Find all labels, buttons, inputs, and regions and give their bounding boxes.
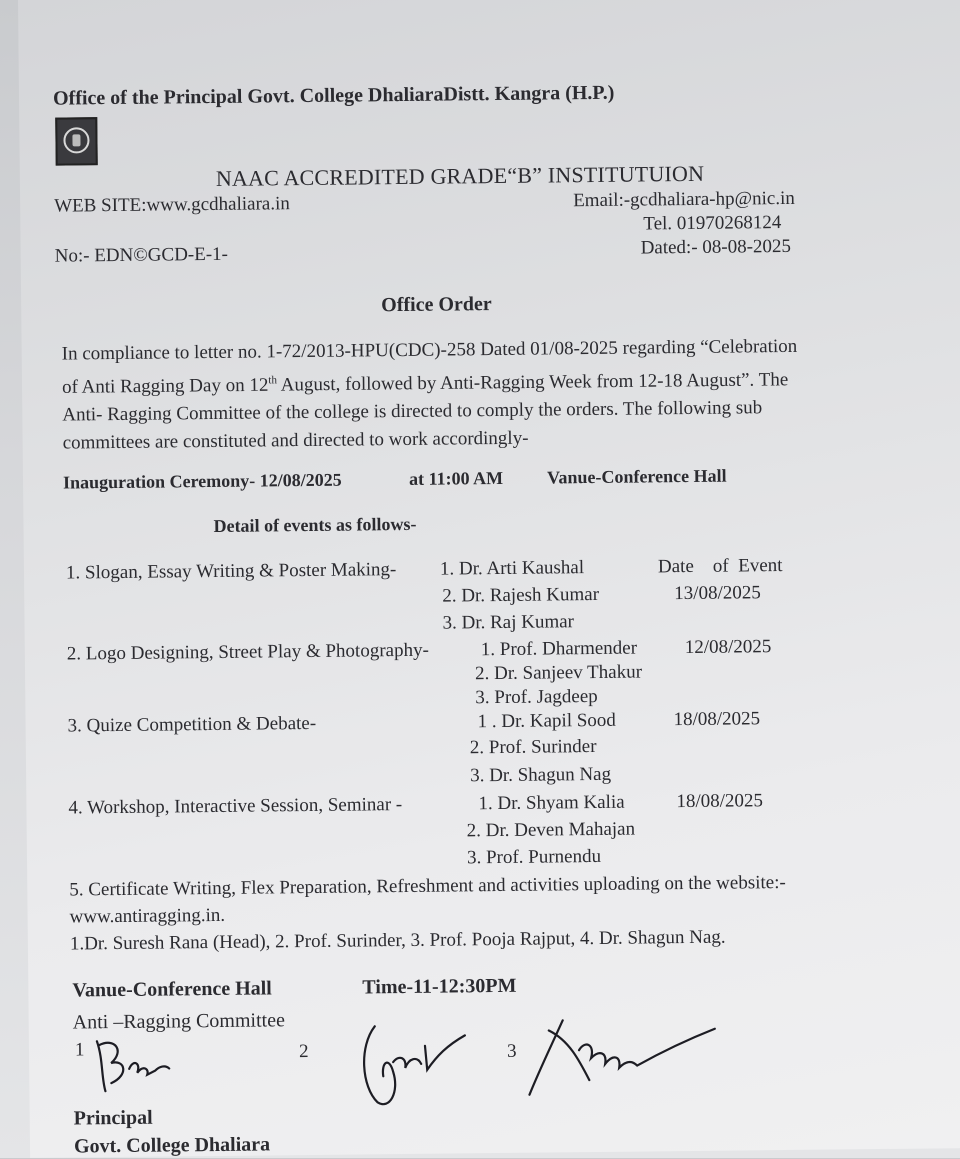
event-3-title: 3. Quize Competition & Debate- <box>67 712 317 737</box>
committee-label: Anti –Ragging Committee <box>72 1009 286 1034</box>
event-4-member-2: 2. Dr. Deven Mahajan <box>466 818 636 842</box>
item-5-line-3: 1.Dr. Suresh Rana (Head), 2. Prof. Surinder, 3. Prof. Pooja Rajput, 4. Dr. Shagun Nag. <box>69 926 726 955</box>
event-2-member-1: 1. Prof. Dharmender <box>480 637 638 661</box>
naac-accreditation: NAAC ACCREDITED GRADE“B” INSTITUTUION <box>215 160 705 191</box>
email: Email:-gcdhaliara-hp@nic.in <box>573 187 795 212</box>
date-header: Date of Event <box>657 555 783 578</box>
signature-2 <box>347 1005 488 1116</box>
item-5-line-2: www.antiragging.in. <box>69 904 226 928</box>
order-line-4: committees are constituted and directed to work accordingly- <box>62 428 529 454</box>
inauguration-time: at 11:00 AM <box>408 467 504 489</box>
inauguration-label: Inauguration Ceremony- 12/08/2025 <box>62 469 342 493</box>
order-line-1: In compliance to letter no. 1-72/2013-HPU(CDC)-258 Dated 01/08-2025 regarding “Celebration <box>61 335 798 365</box>
signature-number-3: 3 <box>506 1040 517 1062</box>
event-4-member-3: 3. Prof. Purnendu <box>466 845 602 869</box>
inauguration-venue: Vanue-Conference Hall <box>546 465 727 488</box>
item-5-line-1: 5. Certificate Writing, Flex Preparation, Refreshment and activities uploading on the website:- <box>69 872 786 901</box>
event-1-member-2: 2. Dr. Rajesh Kumar <box>442 583 600 607</box>
event-2-member-3: 3. Prof. Jagdeep <box>475 685 598 709</box>
office-order-document <box>18 0 960 1158</box>
event-4-date: 18/08/2025 <box>676 790 764 813</box>
footer-time: Time-11-12:30PM <box>362 974 517 999</box>
signature-number-2: 2 <box>298 1041 309 1063</box>
telephone: Tel. 01970268124 <box>643 212 782 235</box>
events-heading: Detail of events as follows- <box>213 513 417 536</box>
event-2-title: 2. Logo Designing, Street Play & Photography- <box>66 639 429 665</box>
order-line-3: Anti- Ragging Committee of the college is directed to comply the orders. The following sub <box>62 397 763 426</box>
order-line-2a: of Anti Ragging Day on 12 <box>61 374 269 398</box>
event-4-member-1: 1. Dr. Shyam Kalia <box>478 791 625 815</box>
order-line-2b: August, followed by Anti-Ragging Week from 12-18 August”. The <box>276 369 789 396</box>
event-2-date: 12/08/2025 <box>684 636 772 659</box>
website: WEB SITE:www.gcdhaliara.in <box>54 193 290 217</box>
event-3-date: 18/08/2025 <box>673 708 761 731</box>
reference-number: No:- EDN©GCD-E-1- <box>54 243 229 267</box>
event-3-member-3: 3. Dr. Shagun Nag <box>470 763 612 787</box>
signature-1 <box>85 1028 186 1099</box>
college-emblem-icon <box>55 117 98 165</box>
event-2-member-2: 2. Dr. Sanjeev Thakur <box>474 661 643 685</box>
event-3-member-1: 1 . Dr. Kapil Sood <box>477 709 616 733</box>
order-paragraph <box>62 332 913 458</box>
principal-label: Principal <box>73 1106 153 1130</box>
event-4-title: 4. Workshop, Interactive Session, Seminar - <box>68 794 403 819</box>
footer-venue: Vanue-Conference Hall <box>72 977 272 1002</box>
signature-number-1: 1 <box>74 1039 85 1061</box>
event-3-member-2: 2. Prof. Surinder <box>469 735 597 759</box>
order-line-2-sup: th <box>268 374 277 387</box>
signature-3 <box>519 1009 720 1101</box>
date: Dated:- 08-08-2025 <box>640 235 792 259</box>
office-title: Office of the Principal Govt. College DhaliaraDistt. Kangra (H.P.) <box>52 81 615 110</box>
event-1-member-3: 3. Dr. Raj Kumar <box>442 611 575 634</box>
order-title: Office Order <box>381 293 492 317</box>
event-1-member-1: 1. Dr. Arti Kaushal <box>439 557 585 580</box>
college-name: Govt. College Dhaliara <box>73 1133 271 1158</box>
event-1-date: 13/08/2025 <box>674 582 761 605</box>
event-1-title: 1. Slogan, Essay Writing & Poster Making- <box>65 559 397 584</box>
